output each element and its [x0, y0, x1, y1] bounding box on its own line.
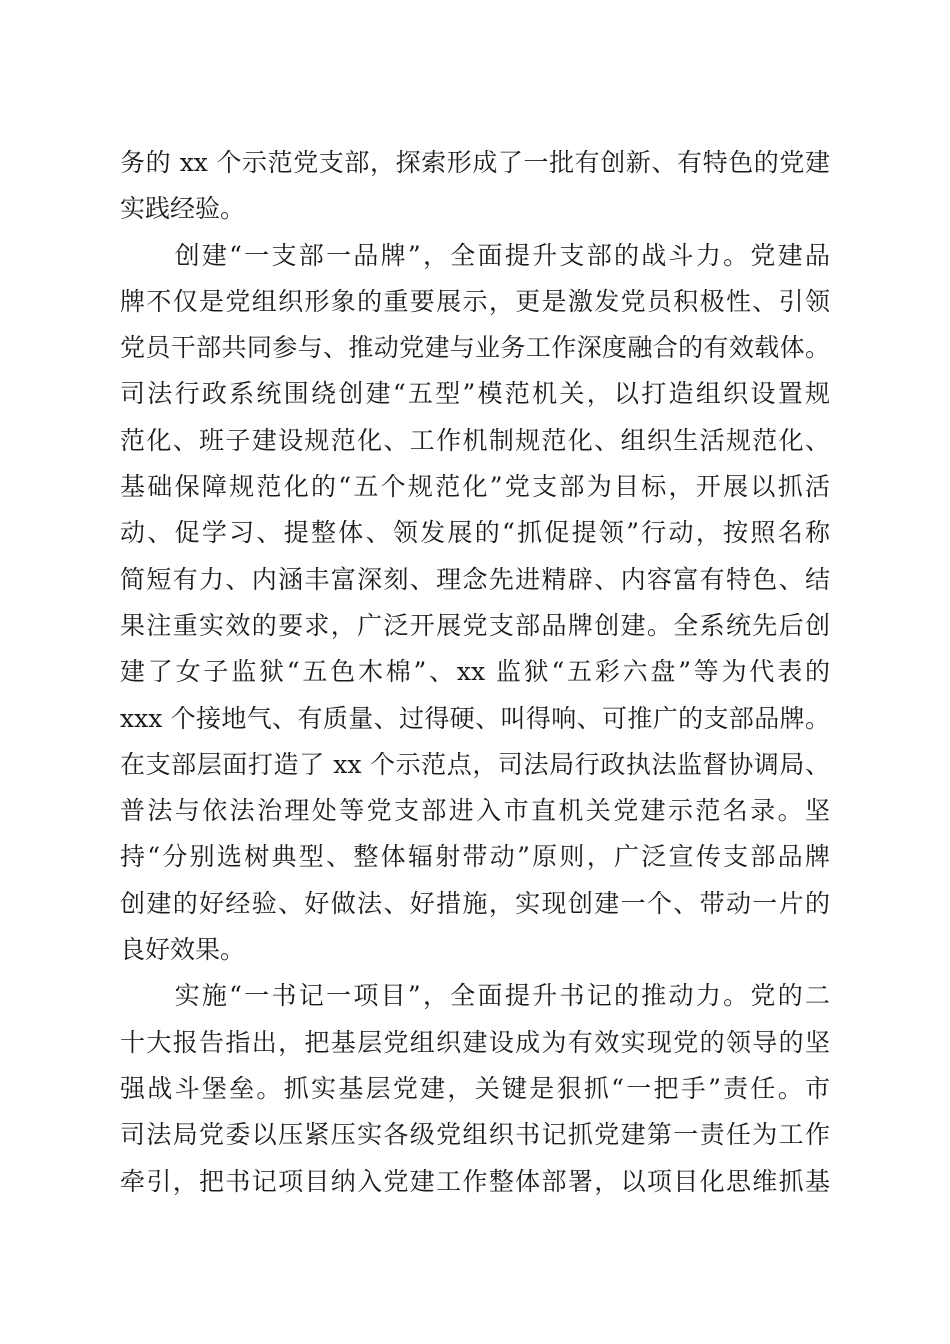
text-line: 创建“一支部一品牌”，全面提升支部的战斗力。党建品	[120, 240, 830, 270]
body-text	[120, 140, 830, 1205]
text-line: 持“分别选树典型、整体辐射带动”原则，广泛宣传支部品牌	[120, 842, 830, 872]
text-line: 创建的好经验、好做法、好措施，实现创建一个、带动一片的	[120, 888, 830, 918]
text-line: 司法行政系统围绕创建“五型”模范机关，以打造组织设置规	[120, 379, 830, 409]
text-line: 十大报告指出，把基层党组织建设成为有效实现党的领导的坚	[120, 1027, 830, 1057]
text-line: 党员干部共同参与、推动党建与业务工作深度融合的有效载体。	[120, 333, 830, 363]
text-line: 牵引，把书记项目纳入党建工作整体部署，以项目化思维抓基	[120, 1166, 830, 1196]
text-line: 动、促学习、提整体、领发展的“抓促提领”行动，按照名称	[120, 518, 830, 548]
text-line: 良好效果。	[120, 935, 246, 965]
text-line: 简短有力、内涵丰富深刻、理念先进精辟、内容富有特色、结	[120, 564, 830, 594]
text-line: 司法局党委以压紧压实各级党组织书记抓党建第一责任为工作	[120, 1120, 830, 1150]
text-line: 务的 xx 个示范党支部，探索形成了一批有创新、有特色的党建	[120, 148, 830, 177]
text-line: 果注重实效的要求，广泛开展党支部品牌创建。全系统先后创	[120, 610, 830, 640]
text-line: 在支部层面打造了 xx 个示范点，司法局行政执法监督协调局、	[120, 749, 830, 779]
text-line: 普法与依法治理处等党支部进入市直机关党建示范名录。坚	[120, 796, 830, 826]
text-line: 建了女子监狱“五色木棉”、xx 监狱“五彩六盘”等为代表的	[120, 657, 830, 687]
text-line: 牌不仅是党组织形象的重要展示，更是激发党员积极性、引领	[120, 286, 830, 316]
text-line: 实施“一书记一项目”，全面提升书记的推动力。党的二	[120, 981, 830, 1011]
text-line: 基础保障规范化的“五个规范化”党支部为目标，开展以抓活	[120, 472, 830, 502]
text-line: 强战斗堡垒。抓实基层党建，关键是狠抓“一把手”责任。市	[120, 1073, 830, 1103]
text-line: 实践经验。	[120, 194, 246, 224]
text-line: 范化、班子建设规范化、工作机制规范化、组织生活规范化、	[120, 425, 830, 455]
text-line: xxx 个接地气、有质量、过得硬、叫得响、可推广的支部品牌。	[120, 703, 830, 733]
